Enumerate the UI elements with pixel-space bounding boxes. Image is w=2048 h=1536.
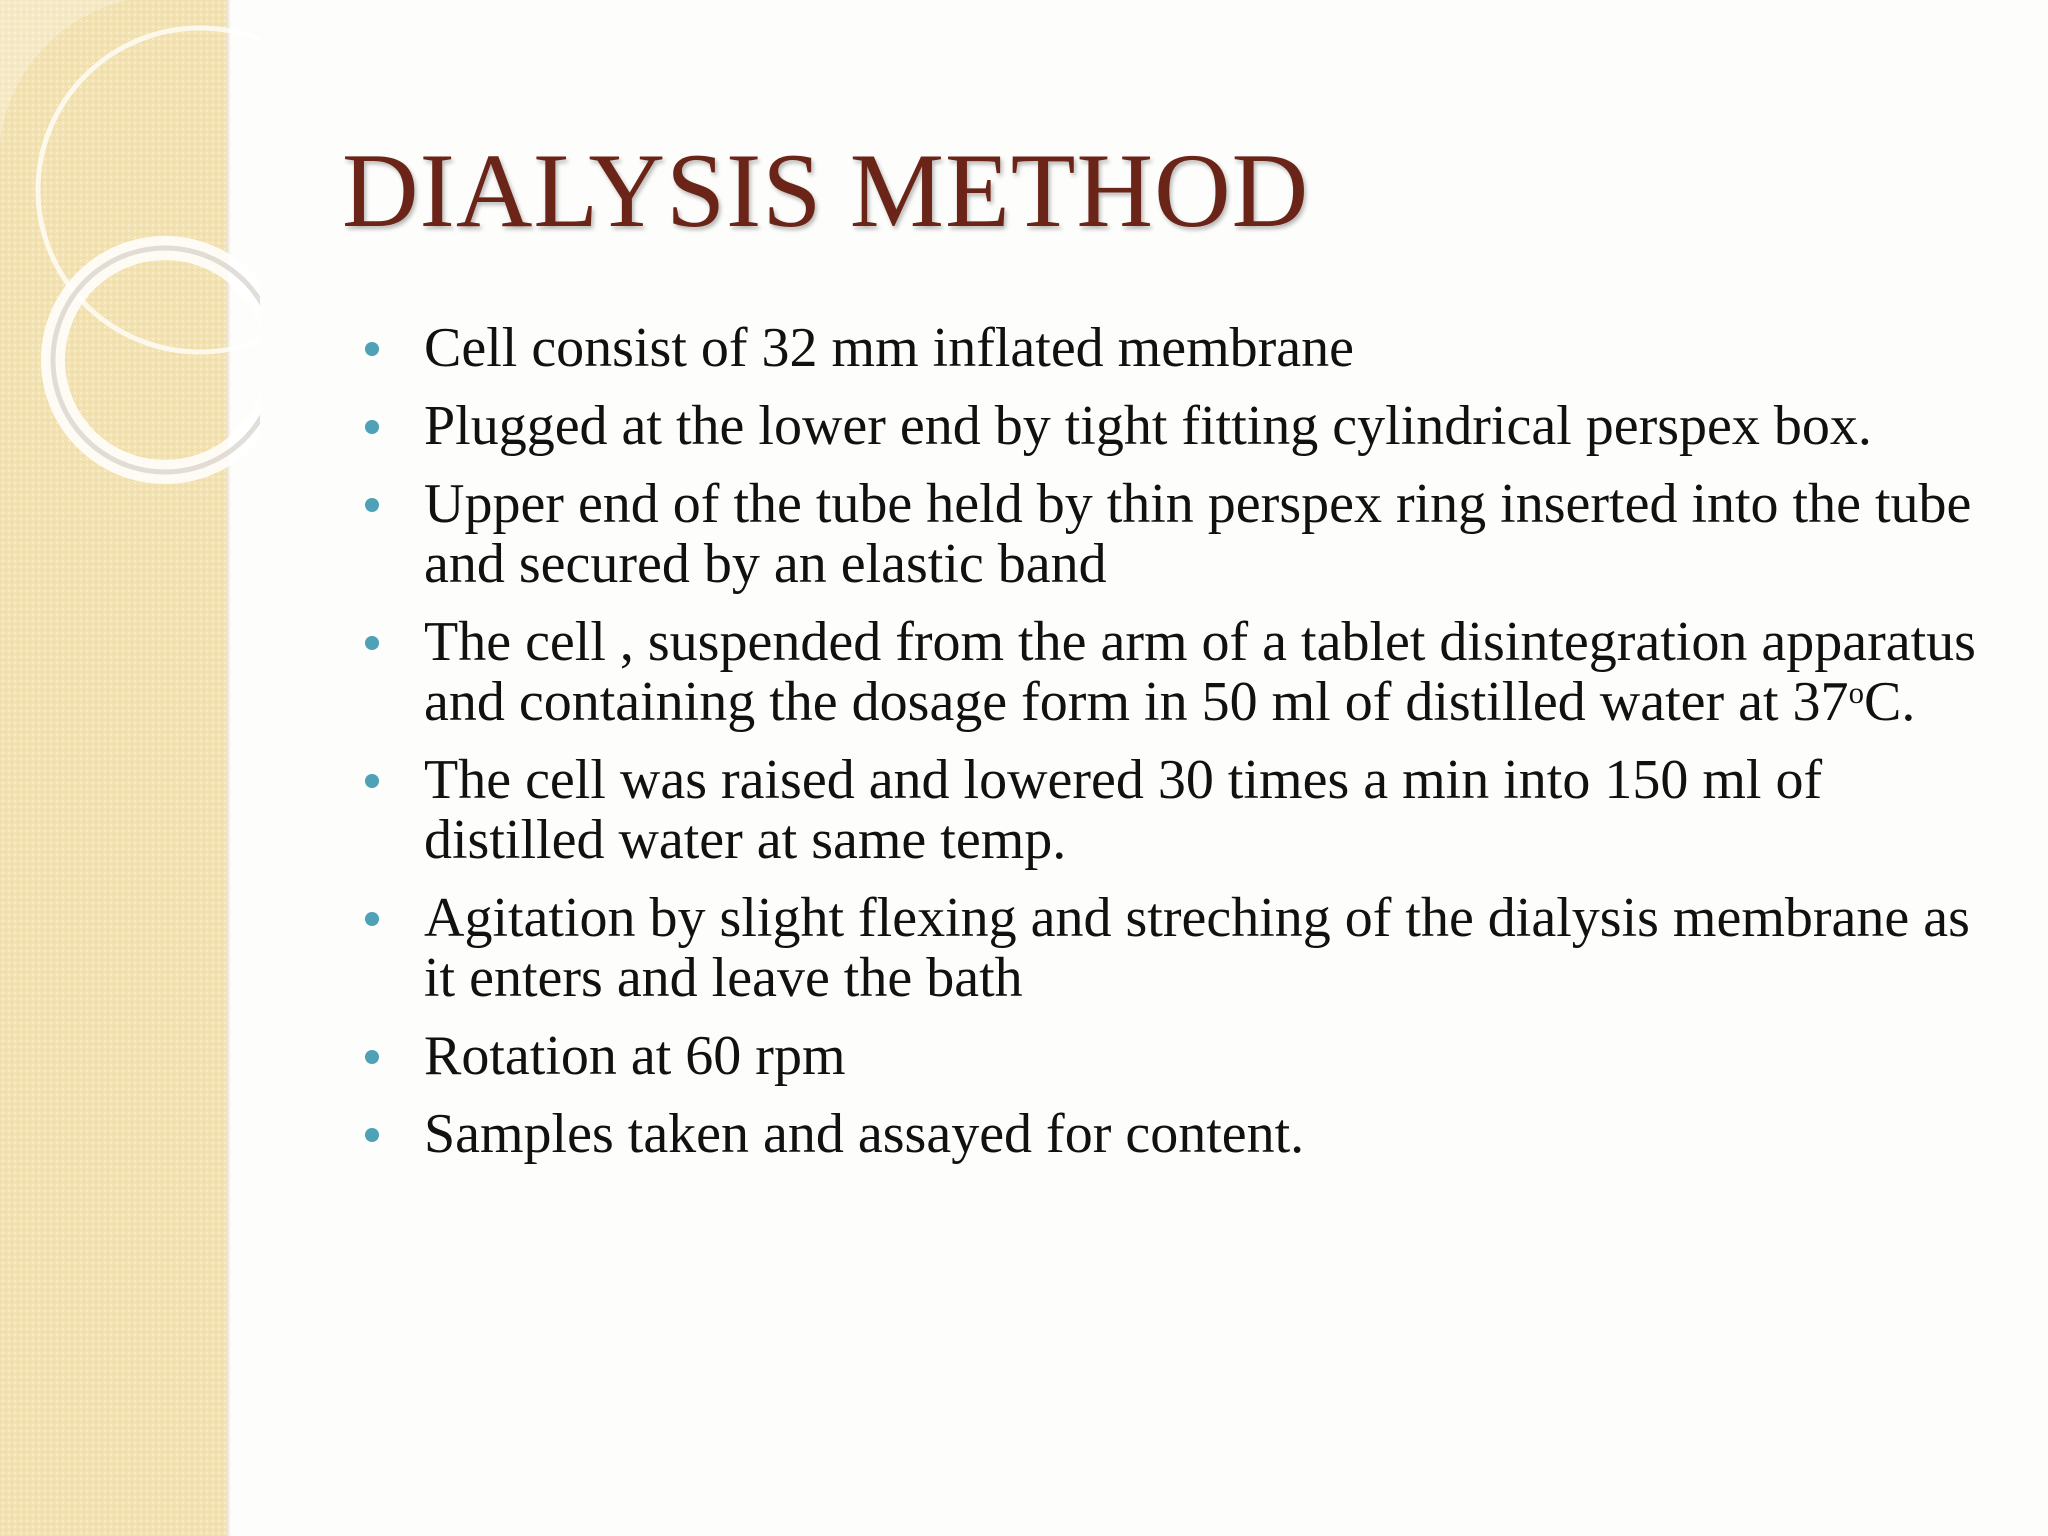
bullet-text: Samples taken and assayed for content. (424, 1103, 1305, 1165)
bullet-item (356, 750, 1996, 870)
bullet-dot-icon (365, 636, 379, 650)
bullet-item (356, 396, 1996, 456)
bullet-item (356, 474, 1996, 594)
bullet-text: The cell , suspended from the arm of a tablet disintegration apparatus and containing the dosage form in 50 ml of distilled water at 37 (424, 611, 1976, 733)
bullet-dot-icon (365, 498, 379, 512)
bullet-dot-icon (365, 342, 379, 356)
degree-superscript: o (1848, 676, 1864, 711)
slide-title: DIALYSIS METHOD (342, 132, 1310, 249)
bullet-item (356, 1026, 1996, 1086)
bullet-dot-icon (365, 912, 379, 926)
bullet-text: Plugged at the lower end by tight fitting cylindrical perspex box. (424, 395, 1872, 457)
bullet-list (356, 318, 1996, 1182)
bullet-dot-icon (365, 1128, 379, 1142)
bullet-dot-icon (365, 420, 379, 434)
bullet-text: Cell consist of 32 mm inflated membrane (424, 317, 1355, 379)
bullet-text: Upper end of the tube held by thin perspex ring inserted into the tube and secured by an elastic band (424, 473, 1972, 595)
bullet-dot-icon (365, 774, 379, 788)
bullet-item (356, 1104, 1996, 1164)
bullet-text: Agitation by slight flexing and streching of the dialysis membrane as it enters and leave the bath (424, 887, 1970, 1009)
bullet-text: Rotation at 60 rpm (424, 1025, 846, 1087)
ring-highlight (0, 0, 200, 180)
bullet-item (356, 318, 1996, 378)
bullet-text: The cell was raised and lowered 30 times a min into 150 ml of distilled water at same temp. (424, 749, 1823, 871)
bullet-text-tail: C. (1863, 671, 1916, 733)
decorative-rings (0, 0, 260, 520)
bullet-item (356, 612, 1996, 732)
bullet-item (356, 888, 1996, 1008)
bullet-dot-icon (365, 1050, 379, 1064)
